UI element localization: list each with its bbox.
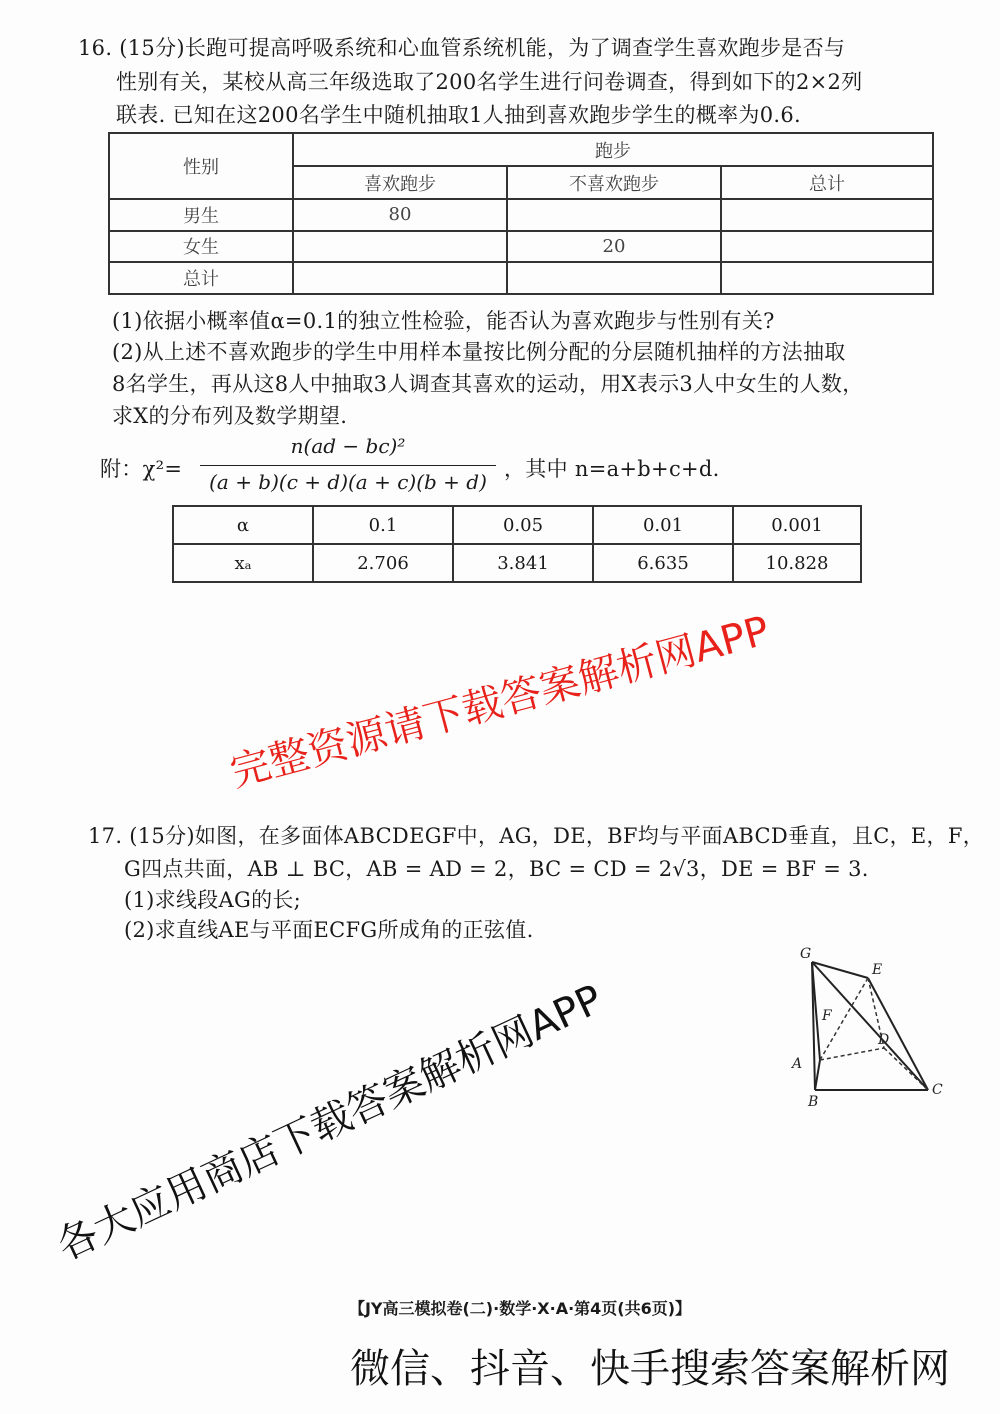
label-d: D <box>878 1032 890 1048</box>
cell <box>507 262 721 294</box>
watermark-top-left-wrapper <box>0 976 660 1270</box>
watermark-center-wrapper <box>0 607 1000 797</box>
q16-part-2-cont2: 求X的分布列及数学期望. <box>112 404 348 428</box>
watermark-center: 完整资源请下载答案解析网APP <box>225 607 775 797</box>
cell: 6.635 <box>593 544 733 582</box>
label-f: F <box>822 1008 832 1024</box>
row-label: 女生 <box>109 231 293 263</box>
cell: 2.706 <box>313 544 453 582</box>
watermark-bottom-right-wrapper <box>300 1346 1000 1392</box>
table-row <box>109 231 933 263</box>
q17-part-2: (2)求直线AE与平面ECFG所成角的正弦值. <box>124 918 534 942</box>
cell: 10.828 <box>733 544 861 582</box>
q17-line-2: G四点共面，AB ⊥ BC，AB = AD = 2，BC = CD = 2√3，DE = BF = 3. <box>124 857 869 881</box>
label-a: A <box>792 1056 803 1072</box>
q17-part-1: (1)求线段AG的长; <box>124 888 302 912</box>
cell: 80 <box>293 199 507 231</box>
cell <box>293 262 507 294</box>
corner-header: 性别 <box>109 133 293 199</box>
row-label: α <box>173 506 313 544</box>
formula-denominator: (a + b)(c + d)(a + c)(b + d) <box>209 470 487 494</box>
cell <box>721 199 933 231</box>
group-header: 跑步 <box>293 133 933 166</box>
cell: 0.001 <box>733 506 861 544</box>
label-g: G <box>800 946 812 962</box>
cell: 0.01 <box>593 506 733 544</box>
label-b: B <box>808 1094 819 1110</box>
label-e: E <box>872 962 883 978</box>
formula-suffix: ，其中 n=a+b+c+d. <box>504 457 720 481</box>
cell <box>507 199 721 231</box>
fraction-bar <box>200 465 496 466</box>
cell: 20 <box>507 231 721 263</box>
formula-prefix: 附：χ²= <box>100 457 183 481</box>
q16-part-1: (1)依据小概率值α=0.1的独立性检验，能否认为喜欢跑步与性别有关? <box>112 309 775 333</box>
row-label: 总计 <box>109 262 293 294</box>
q16-line-2: 性别有关，某校从高三年级选取了200名学生进行问卷调查，得到如下的2×2列 <box>116 70 863 94</box>
cell: 3.841 <box>453 544 593 582</box>
cell <box>293 231 507 263</box>
q16-line-3: 联表. 已知在这200名学生中随机抽取1人抽到喜欢跑步学生的概率为0.6. <box>116 103 801 127</box>
q16-line-1: 16. (15分)长跑可提高呼吸系统和心血管系统机能，为了调查学生喜欢跑步是否与 <box>78 36 846 60</box>
watermark-top-left: 各大应用商店下载答案解析网APP <box>50 976 610 1270</box>
critical-value-table <box>172 505 862 583</box>
label-c: C <box>932 1082 943 1098</box>
page-footer: 【JY高三模拟卷(二)·数学·X·A·第4页(共6页)】 <box>348 1299 692 1318</box>
table-row <box>109 262 933 294</box>
polyhedron-figure <box>780 940 960 1110</box>
q16-part-2: (2)从上述不喜欢跑步的学生中用样本量按比例分配的分层随机抽样的方法抽取 <box>112 340 846 364</box>
q16-part-2-cont: 8名学生，再从这8人中抽取3人调查其喜欢的运动，用X表示3人中女生的人数， <box>112 372 864 396</box>
cell <box>721 262 933 294</box>
col-header: 不喜欢跑步 <box>507 166 721 199</box>
col-header: 喜欢跑步 <box>293 166 507 199</box>
cell <box>721 231 933 263</box>
contingency-table <box>108 132 934 295</box>
row-label: xₐ <box>173 544 313 582</box>
watermark-bottom-right: 微信、抖音、快手搜索答案解析网 <box>350 1346 950 1392</box>
q17-line-1: 17. (15分)如图，在多面体ABCDEGF中，AG，DE，BF均与平面ABCD垂直，且C，E，F， <box>88 824 985 848</box>
cell: 0.1 <box>313 506 453 544</box>
footer-wrapper <box>0 1296 1000 1319</box>
formula-numerator: n(ad − bc)² <box>290 434 406 458</box>
table-row <box>109 199 933 231</box>
cell: 0.05 <box>453 506 593 544</box>
row-label: 男生 <box>109 199 293 231</box>
col-header: 总计 <box>721 166 933 199</box>
